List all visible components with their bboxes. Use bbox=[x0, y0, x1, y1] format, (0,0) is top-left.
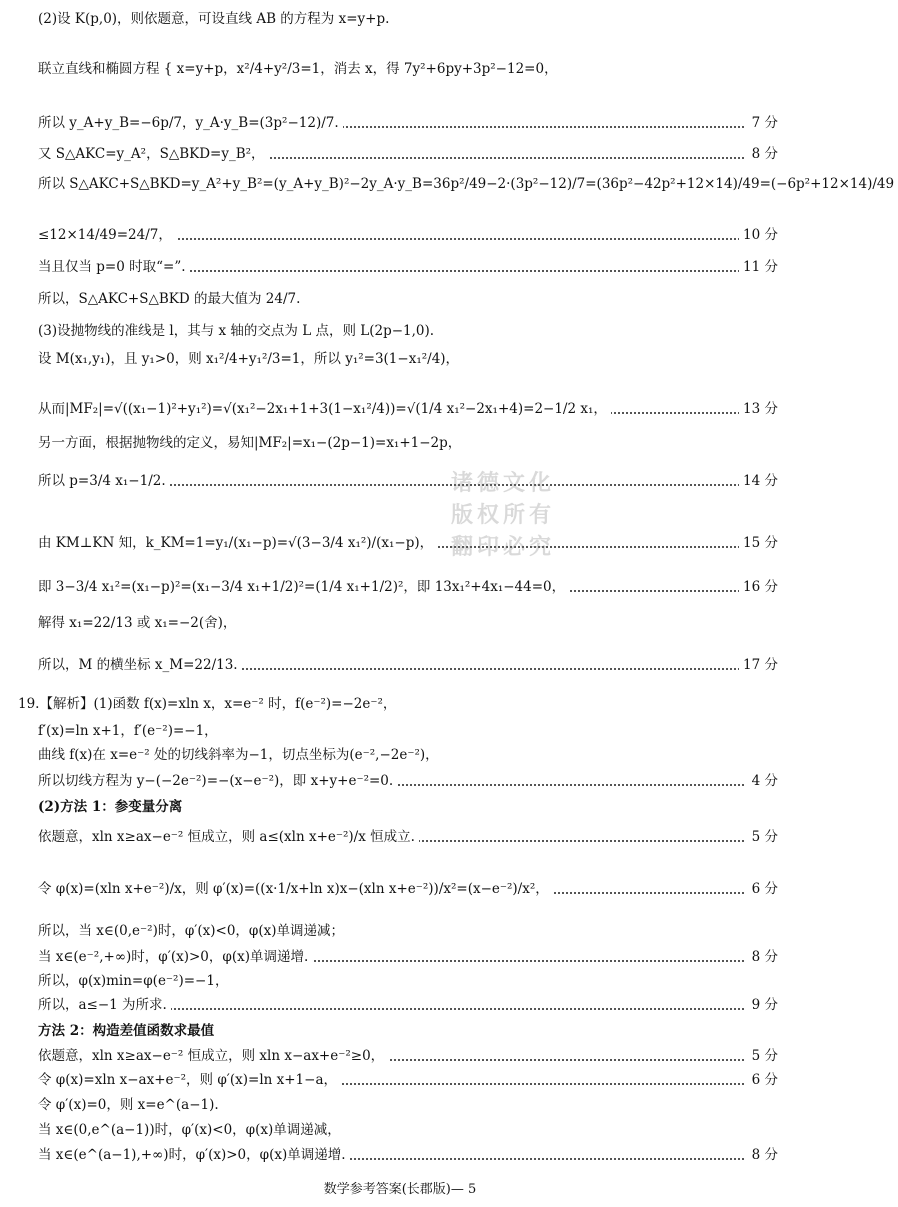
score-label: 14 分 bbox=[739, 470, 778, 492]
watermark-line-1: 诸德文化 bbox=[450, 471, 555, 496]
doc-line bbox=[38, 770, 778, 792]
doc-line bbox=[38, 612, 778, 634]
watermark-line-3: 翻印必究 bbox=[450, 535, 555, 560]
line-text: 从而|MF₂|=√((x₁−1)²+y₁²)=√(x₁²−2x₁+1+3(1−x₁²/4))=√(1/4 x₁²−2x₁+4)=2−1/2 x₁， bbox=[38, 401, 611, 417]
line-text: 所以，φ(x)min=φ(e⁻²)=−1， bbox=[38, 973, 232, 989]
doc-line bbox=[38, 256, 778, 278]
line-text: 又 S△AKC=y_A²，S△BKD=y_B²， bbox=[38, 146, 269, 162]
doc-line bbox=[38, 288, 778, 310]
doc-line bbox=[38, 1144, 778, 1166]
doc-line bbox=[38, 1069, 778, 1091]
doc-line bbox=[38, 173, 895, 195]
line-text: (2)设 K(p,0)，则依题意，可设直线 AB 的方程为 x=y+p. bbox=[38, 11, 393, 27]
doc-line bbox=[38, 576, 778, 598]
doc-line bbox=[38, 224, 778, 246]
score-label: 5 分 bbox=[748, 1045, 778, 1067]
score-label: 6 分 bbox=[748, 878, 778, 900]
score-label: 16 分 bbox=[739, 576, 778, 598]
line-text: ≤12×14/49=24/7， bbox=[38, 227, 176, 243]
line-text: 由 KM⊥KN 知，k_KM=1=y₁/(x₁−p)=√(3−3/4 x₁²)/(x₁−p)， bbox=[38, 535, 437, 551]
doc-line bbox=[38, 946, 778, 968]
line-text: 所以，S△AKC+S△BKD 的最大值为 24/7. bbox=[38, 291, 304, 307]
doc-line bbox=[38, 58, 778, 80]
score-label: 6 分 bbox=[748, 1069, 778, 1091]
line-text: 当 x∈(e^(a−1),+∞)时，φ′(x)>0，φ(x)单调递增. bbox=[38, 1147, 350, 1163]
doc-line bbox=[38, 348, 778, 370]
line-text: 令 φ′(x)=0，则 x=e^(a−1). bbox=[38, 1097, 223, 1113]
line-text: 所以切线方程为 y−(−2e⁻²)=−(x−e⁻²)，即 x+y+e⁻²=0. bbox=[38, 773, 397, 789]
doc-line bbox=[38, 1119, 778, 1141]
line-text: 19.【解析】(1)函数 f(x)=xln x，x=e⁻² 时，f(e⁻²)=−2e⁻²， bbox=[18, 696, 400, 712]
doc-line bbox=[38, 1045, 778, 1067]
line-text: 当且仅当 p=0 时取“=”. bbox=[38, 259, 190, 275]
line-text: 联立直线和椭圆方程 { x=y+p，x²/4+y²/3=1，消去 x，得 7y²+6py+3p²−12=0， bbox=[38, 61, 562, 77]
doc-line bbox=[38, 878, 778, 900]
score-label: 4 分 bbox=[748, 770, 778, 792]
doc-line bbox=[38, 970, 778, 992]
line-text: f′(x)=ln x+1，f′(e⁻²)=−1， bbox=[38, 723, 222, 739]
line-text: 依题意，xln x≥ax−e⁻² 恒成立，则 a≤(xln x+e⁻²)/x 恒成立. bbox=[38, 829, 419, 845]
line-text: 所以，M 的横坐标 x_M=22/13. bbox=[38, 657, 242, 673]
doc-line bbox=[38, 1094, 778, 1116]
line-text: 另一方面，根据抛物线的定义，易知|MF₂|=x₁−(2p−1)=x₁+1−2p， bbox=[38, 435, 465, 451]
line-text: 当 x∈(e⁻²,+∞)时，φ′(x)>0，φ(x)单调递增. bbox=[38, 949, 312, 965]
doc-line bbox=[38, 143, 778, 165]
watermark-line-2: 版权所有 bbox=[450, 503, 555, 528]
doc-line bbox=[38, 720, 778, 742]
line-text: 方法 2：构造差值函数求最值 bbox=[38, 1023, 218, 1039]
score-label: 17 分 bbox=[739, 654, 778, 676]
doc-line bbox=[38, 8, 778, 30]
doc-line bbox=[38, 744, 778, 766]
line-text: 所以 p=3/4 x₁−1/2. bbox=[38, 473, 170, 489]
score-label: 13 分 bbox=[739, 398, 778, 420]
line-text: 即 3−3/4 x₁²=(x₁−p)²=(x₁−3/4 x₁+1/2)²=(1/4 x₁+1/2)²，即 13x₁²+4x₁−44=0， bbox=[38, 579, 569, 595]
score-label: 15 分 bbox=[739, 532, 778, 554]
doc-line bbox=[38, 398, 778, 420]
doc-line bbox=[38, 654, 778, 676]
doc-line bbox=[38, 796, 778, 818]
line-text: (2)方法 1：参变量分离 bbox=[38, 799, 186, 815]
page-footer: 数学参考答案(长郡版)— 5 bbox=[323, 1182, 477, 1197]
doc-line bbox=[38, 320, 778, 342]
doc-line bbox=[38, 532, 778, 554]
line-text: 所以，a≤−1 为所求. bbox=[38, 997, 171, 1013]
doc-line bbox=[38, 920, 778, 942]
doc-line bbox=[18, 693, 758, 715]
doc-line bbox=[38, 112, 778, 134]
line-text: 设 M(x₁,y₁)，且 y₁>0，则 x₁²/4+y₁²/3=1，所以 y₁²=3(1−x₁²/4)， bbox=[38, 351, 463, 367]
score-label: 9 分 bbox=[748, 994, 778, 1016]
line-text: 曲线 f(x)在 x=e⁻² 处的切线斜率为−1，切点坐标为(e⁻²,−2e⁻²)， bbox=[38, 747, 443, 763]
doc-line bbox=[38, 994, 778, 1016]
line-text: 依题意，xln x≥ax−e⁻² 恒成立，则 xln x−ax+e⁻²≥0， bbox=[38, 1048, 388, 1064]
doc-line bbox=[38, 826, 778, 848]
score-label: 8 分 bbox=[748, 946, 778, 968]
line-text: 解得 x₁=22/13 或 x₁=−2(舍)， bbox=[38, 615, 240, 631]
line-text: 当 x∈(0,e^(a−1))时，φ′(x)<0，φ(x)单调递减， bbox=[38, 1122, 345, 1138]
line-text: (3)设抛物线的准线是 l，其与 x 轴的交点为 L 点，则 L(2p−1,0). bbox=[38, 323, 438, 339]
line-text: 令 φ(x)=xln x−ax+e⁻²，则 φ′(x)=ln x+1−a， bbox=[38, 1072, 341, 1088]
score-label: 10 分 bbox=[739, 224, 778, 246]
score-label: 8 分 bbox=[748, 143, 778, 165]
doc-line bbox=[38, 1020, 778, 1042]
score-label: 8 分 bbox=[748, 1144, 778, 1166]
line-text: 所以 S△AKC+S△BKD=y_A²+y_B²=(y_A+y_B)²−2y_A·y_B=36p²/49−2·(3p²−12)/7=(36p²−42p²+12×14)/49=(−6p²+12×14)/49 bbox=[38, 176, 898, 192]
score-label: 7 分 bbox=[748, 112, 778, 134]
line-text: 所以，当 x∈(0,e⁻²)时，φ′(x)<0，φ(x)单调递减； bbox=[38, 923, 348, 939]
doc-line bbox=[38, 432, 778, 454]
score-label: 5 分 bbox=[748, 826, 778, 848]
line-text: 令 φ(x)=(xln x+e⁻²)/x，则 φ′(x)=((x·1/x+ln x)x−(xln x+e⁻²))/x²=(x−e⁻²)/x²， bbox=[38, 881, 553, 897]
doc-line bbox=[38, 470, 778, 492]
line-text: 所以 y_A+y_B=−6p/7，y_A·y_B=(3p²−12)/7. bbox=[38, 115, 343, 131]
score-label: 11 分 bbox=[739, 256, 778, 278]
